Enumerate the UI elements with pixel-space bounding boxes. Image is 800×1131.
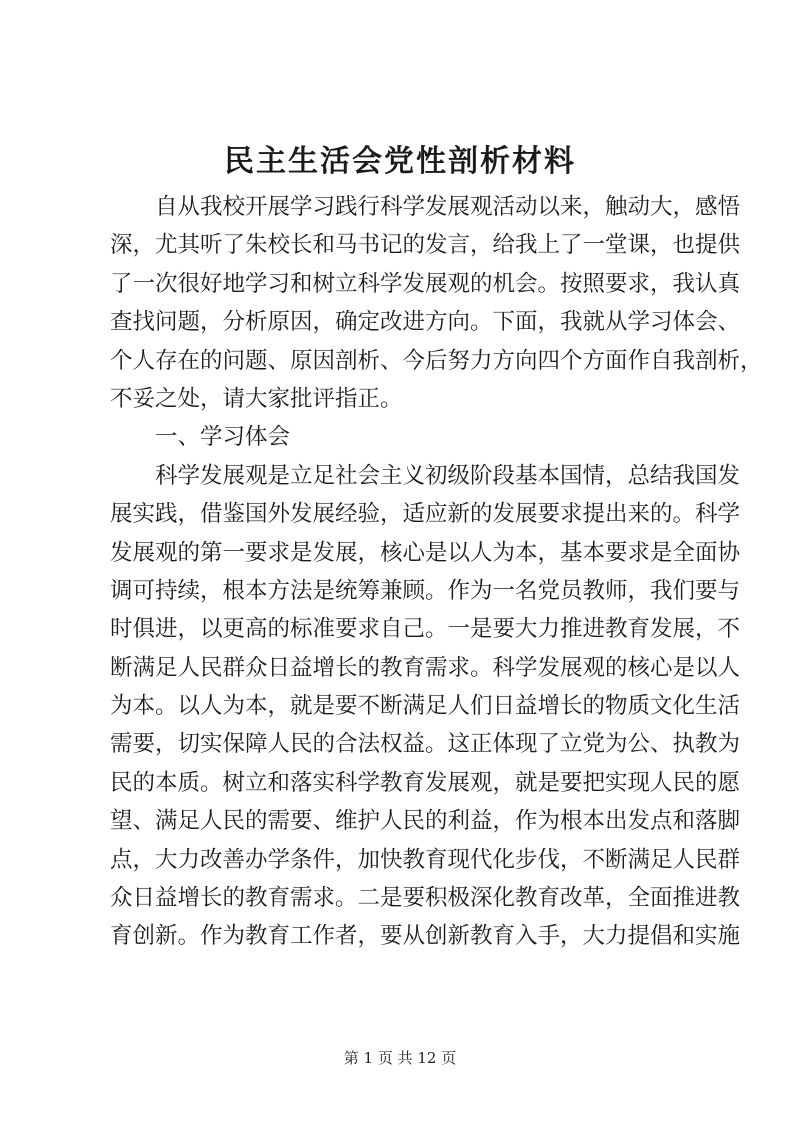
paragraph-line: 断满足人民群众日益增长的教育需求。科学发展观的核心是以人 (110, 654, 741, 681)
paragraph-line: 自从我校开展学习践行科学发展观活动以来，触动大，感悟 (155, 194, 741, 220)
paragraph-line: 点，大力改善办学条件，加快教育现代化步伐，不断满足人民群 (110, 846, 741, 873)
paragraph-line: 时俱进，以更高的标准要求自己。一是要大力推进教育发展，不 (110, 616, 741, 643)
paragraph-line: 查找问题，分析原因，确定改进方向。下面，我就从学习体会、 (110, 309, 741, 336)
paragraph-line: 展实践，借鉴国外发展经验，适应新的发展要求提出来的。科学 (110, 501, 741, 528)
paragraph-line: 育创新。作为教育工作者，要从创新教育入手，大力提倡和实施 (110, 923, 741, 950)
document-title: 民主生活会党性剖析材料 (224, 144, 576, 179)
paragraph-line: 深，尤其听了朱校长和马书记的发言，给我上了一堂课，也提供 (110, 232, 741, 259)
paragraph-line: 需要，切实保障人民的合法权益。这正体现了立党为公、执教为 (110, 731, 741, 758)
paragraph-line: 众日益增长的教育需求。二是要积极深化教育改革，全面推进教 (110, 885, 741, 912)
paragraph-line: 望、满足人民的需要、维护人民的利益，作为根本出发点和落脚 (110, 808, 741, 835)
page-number-footer: 第 1 页 共 12 页 (343, 1049, 457, 1067)
paragraph-line: 科学发展观是立足社会主义初级阶段基本国情，总结我国发 (155, 462, 741, 489)
paragraph-line: 调可持续，根本方法是统筹兼顾。作为一名党员教师，我们要与 (110, 577, 741, 604)
paragraph-line: 民的本质。树立和落实科学教育发展观，就是要把实现人民的愿 (110, 769, 741, 796)
paragraph-line: 为本。以人为本，就是要不断满足人们日益增长的物质文化生活 (110, 693, 741, 720)
paragraph-line: 个人存在的问题、原因剖析、今后努力方向四个方面作自我剖析， (110, 347, 763, 374)
paragraph-line: 了一次很好地学习和树立科学发展观的机会。按照要求，我认真 (110, 270, 741, 297)
document-body (110, 188, 763, 956)
section-heading: 一、学习体会 (155, 424, 291, 451)
paragraph-line: 不妥之处，请大家批评指正。 (110, 385, 403, 412)
paragraph-line: 发展观的第一要求是发展，核心是以人为本，基本要求是全面协 (110, 539, 741, 566)
